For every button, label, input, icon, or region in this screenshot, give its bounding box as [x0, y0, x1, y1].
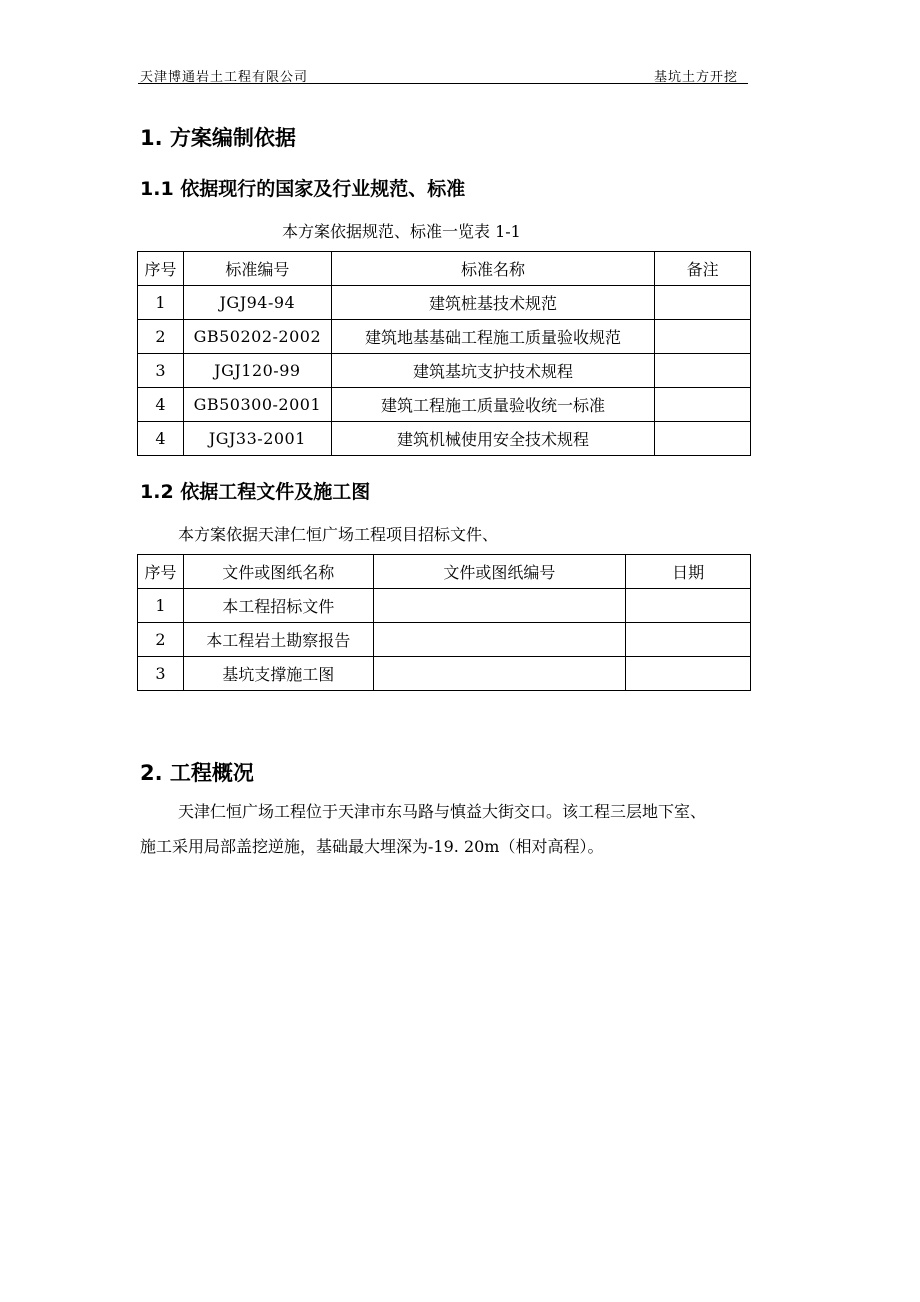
documents-table	[137, 554, 751, 691]
header-rule	[138, 83, 748, 84]
table-cell: JGJ94-94	[183, 286, 331, 320]
table-cell: 4	[138, 388, 184, 422]
header-company: 天津博通岩土工程有限公司	[140, 70, 309, 85]
table-cell	[655, 388, 751, 422]
table-row	[138, 388, 751, 422]
table-row	[138, 657, 751, 691]
column-header: 标准名称	[331, 252, 654, 286]
column-header: 标准编号	[183, 252, 331, 286]
table-cell	[373, 589, 626, 623]
table-cell: 1	[138, 286, 184, 320]
column-header: 序号	[138, 252, 184, 286]
column-header: 文件或图纸编号	[373, 555, 626, 589]
section-1-2-heading: 1.2 依据工程文件及施工图	[140, 481, 371, 503]
table-cell: 3	[138, 354, 184, 388]
table-cell: 3	[138, 657, 184, 691]
table-header-row	[138, 555, 751, 589]
standards-table	[137, 251, 751, 456]
table-cell	[655, 422, 751, 456]
table-cell: 建筑工程施工质量验收统一标准	[331, 388, 654, 422]
section-2-heading: 2. 工程概况	[140, 761, 254, 785]
table-cell	[373, 657, 626, 691]
table-cell	[626, 623, 751, 657]
section-1-heading: 1. 方案编制依据	[140, 126, 296, 150]
table-cell: 基坑支撑施工图	[183, 657, 373, 691]
table-cell	[626, 589, 751, 623]
overview-paragraph-line-2: 施工采用局部盖挖逆施，基础最大埋深为-19. 20m（相对高程）。	[140, 837, 604, 856]
table-cell: 1	[138, 589, 184, 623]
table-row	[138, 354, 751, 388]
table-cell: 建筑桩基技术规范	[331, 286, 654, 320]
overview-paragraph-line-1: 天津仁恒广场工程位于天津市东马路与慎益大街交口。该工程三层地下室、	[178, 802, 707, 821]
table-cell: 建筑基坑支护技术规程	[331, 354, 654, 388]
table-cell: GB50202-2002	[183, 320, 331, 354]
table-cell: 建筑地基基础工程施工质量验收规范	[331, 320, 654, 354]
table-header-row	[138, 252, 751, 286]
table-1-caption: 本方案依据规范、标准一览表 1-1	[282, 222, 521, 241]
table-row	[138, 286, 751, 320]
table-row	[138, 589, 751, 623]
table-cell: 建筑机械使用安全技术规程	[331, 422, 654, 456]
table-row	[138, 623, 751, 657]
table-cell	[655, 354, 751, 388]
table-cell: 2	[138, 623, 184, 657]
table-cell: 本工程岩土勘察报告	[183, 623, 373, 657]
table-cell: JGJ33-2001	[183, 422, 331, 456]
column-header: 文件或图纸名称	[183, 555, 373, 589]
section-1-2-intro: 本方案依据天津仁恒广场工程项目招标文件、	[178, 525, 499, 544]
section-1-1-heading: 1.1 依据现行的国家及行业规范、标准	[140, 178, 466, 200]
header-document-title: 基坑土方开挖	[654, 70, 739, 85]
column-header: 备注	[655, 252, 751, 286]
table-cell: 本工程招标文件	[183, 589, 373, 623]
column-header: 日期	[626, 555, 751, 589]
table-cell: 2	[138, 320, 184, 354]
table-row	[138, 422, 751, 456]
column-header: 序号	[138, 555, 184, 589]
table-cell	[626, 657, 751, 691]
table-cell	[655, 320, 751, 354]
table-cell: GB50300-2001	[183, 388, 331, 422]
table-cell: JGJ120-99	[183, 354, 331, 388]
table-row	[138, 320, 751, 354]
table-cell	[655, 286, 751, 320]
table-cell	[373, 623, 626, 657]
table-cell: 4	[138, 422, 184, 456]
